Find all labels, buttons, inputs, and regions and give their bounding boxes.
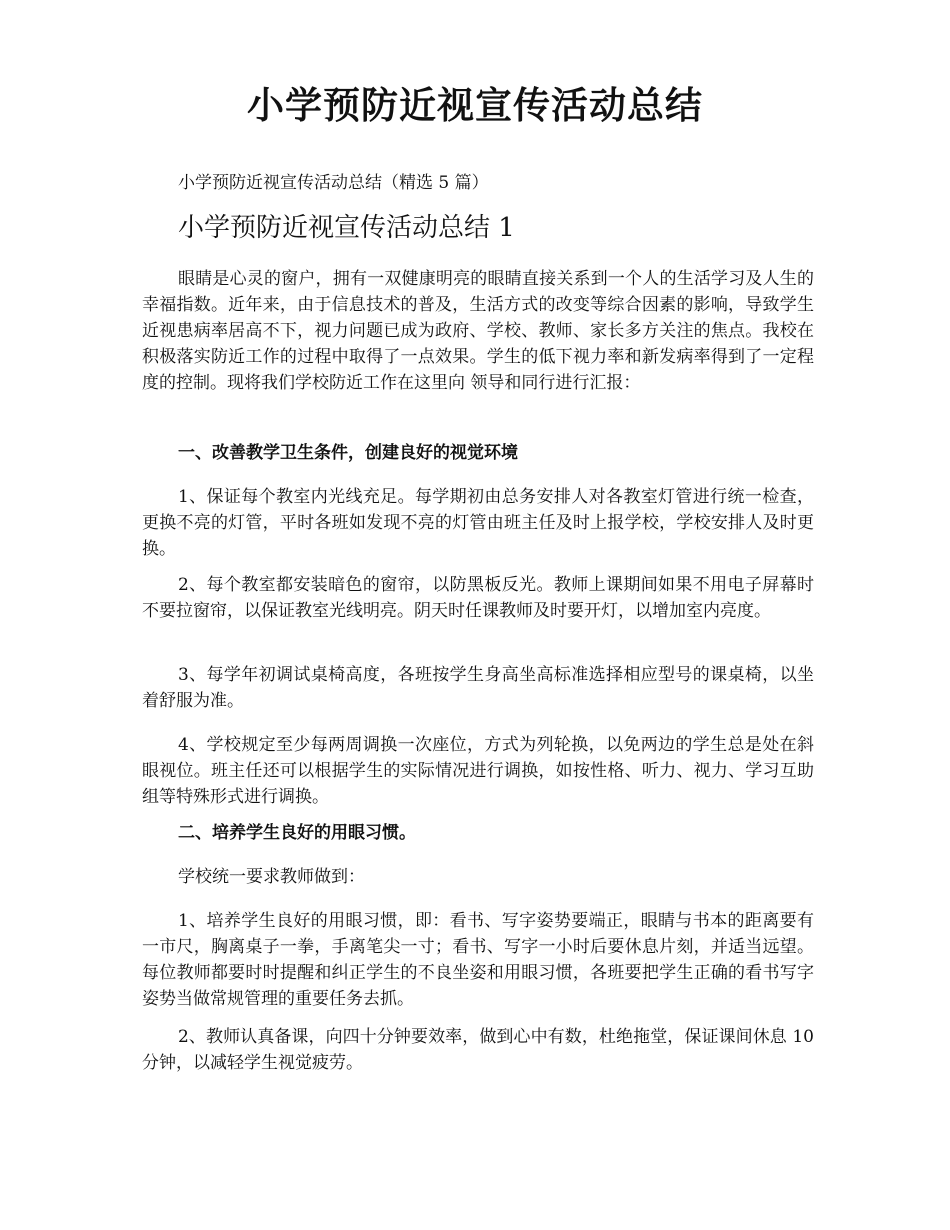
paragraph-item-2-2: 2、教师认真备课，向四十分钟要效率，做到心中有数，杜绝拖堂，保证课间休息 10 分钟，以减轻学生视觉疲劳。 (142, 1027, 814, 1073)
item-1-1-block (142, 484, 814, 562)
paragraph-item-1-4: 4、学校规定至少每两周调换一次座位，方式为列轮换，以免两边的学生总是处在斜眼视位。班主任还可以根据学生的实际情况进行调换，如按性格、听力、视力、学习互助组等特殊形式进行调换。 (142, 735, 814, 807)
item-1-3-block (142, 662, 814, 714)
document-title: 小学预防近视宣传活动总结 (247, 83, 703, 127)
heading-2: 二、培养学生良好的用眼习惯。 (178, 823, 416, 843)
paragraph-item-1-3: 3、每学年初调试桌椅高度，各班按学生身高坐高标准选择相应型号的课桌椅，以坐着舒服为准。 (142, 665, 814, 711)
paragraph-intro-block (142, 266, 814, 396)
item-2-2-block (142, 1024, 814, 1076)
paragraph-item-1-2: 2、每个教室都安装暗色的窗帘，以防黑板反光。教师上课期间如果不用电子屏幕时不要拉窗帘，以保证教室光线明亮。阴天时任课教师及时要开灯，以增加室内亮度。 (142, 575, 814, 621)
paragraph-item-2-1: 1、培养学生良好的用眼习惯，即：看书、写字姿势要端正，眼睛与书本的距离要有一市尺，胸离桌子一拳，手离笔尖一寸；看书、写字一小时后要休息片刻，并适当远望。每位教师都要时时提醒和纠正学生的不良坐姿和用眼习惯，各班要把学生正确的看书写字姿势当做常规管理的重要任务去抓。 (142, 911, 814, 1009)
heading-1-block (142, 440, 814, 466)
heading-1: 一、改善教学卫生条件，创建良好的视觉环境 (178, 443, 518, 463)
paragraph-intro: 眼睛是心灵的窗户，拥有一双健康明亮的眼睛直接关系到一个人的生活学习及人生的幸福指数。近年来，由于信息技术的普及，生活方式的改变等综合因素的影响，导致学生近视患病率居高不下，视力问题已成为政府、学校、教师、家长多方关注的焦点。我校在积极落实防近工作的过程中取得了一点效果。学生的低下视力率和新发病率得到了一定程度的控制。现将我们学校防近工作在这里向 领导和同行进行汇报： (142, 269, 814, 393)
heading-2-block (142, 820, 814, 846)
paragraph-item-1-1: 1、保证每个教室内光线充足。每学期初由总务安排人对各教室灯管进行统一检查，更换不亮的灯管，平时各班如发现不亮的灯管由班主任及时上报学校，学校安排人及时更换。 (142, 487, 814, 559)
intro-2-block (142, 864, 814, 890)
section-heading: 小学预防近视宣传活动总结 1 (178, 213, 515, 243)
paragraph-intro-2: 学校统一要求教师做到： (178, 867, 365, 887)
item-1-4-block (142, 732, 814, 810)
item-2-1-block (142, 908, 814, 1012)
document-subtitle: 小学预防近视宣传活动总结（精选 5 篇） (178, 173, 489, 193)
item-1-2-block (142, 572, 814, 624)
